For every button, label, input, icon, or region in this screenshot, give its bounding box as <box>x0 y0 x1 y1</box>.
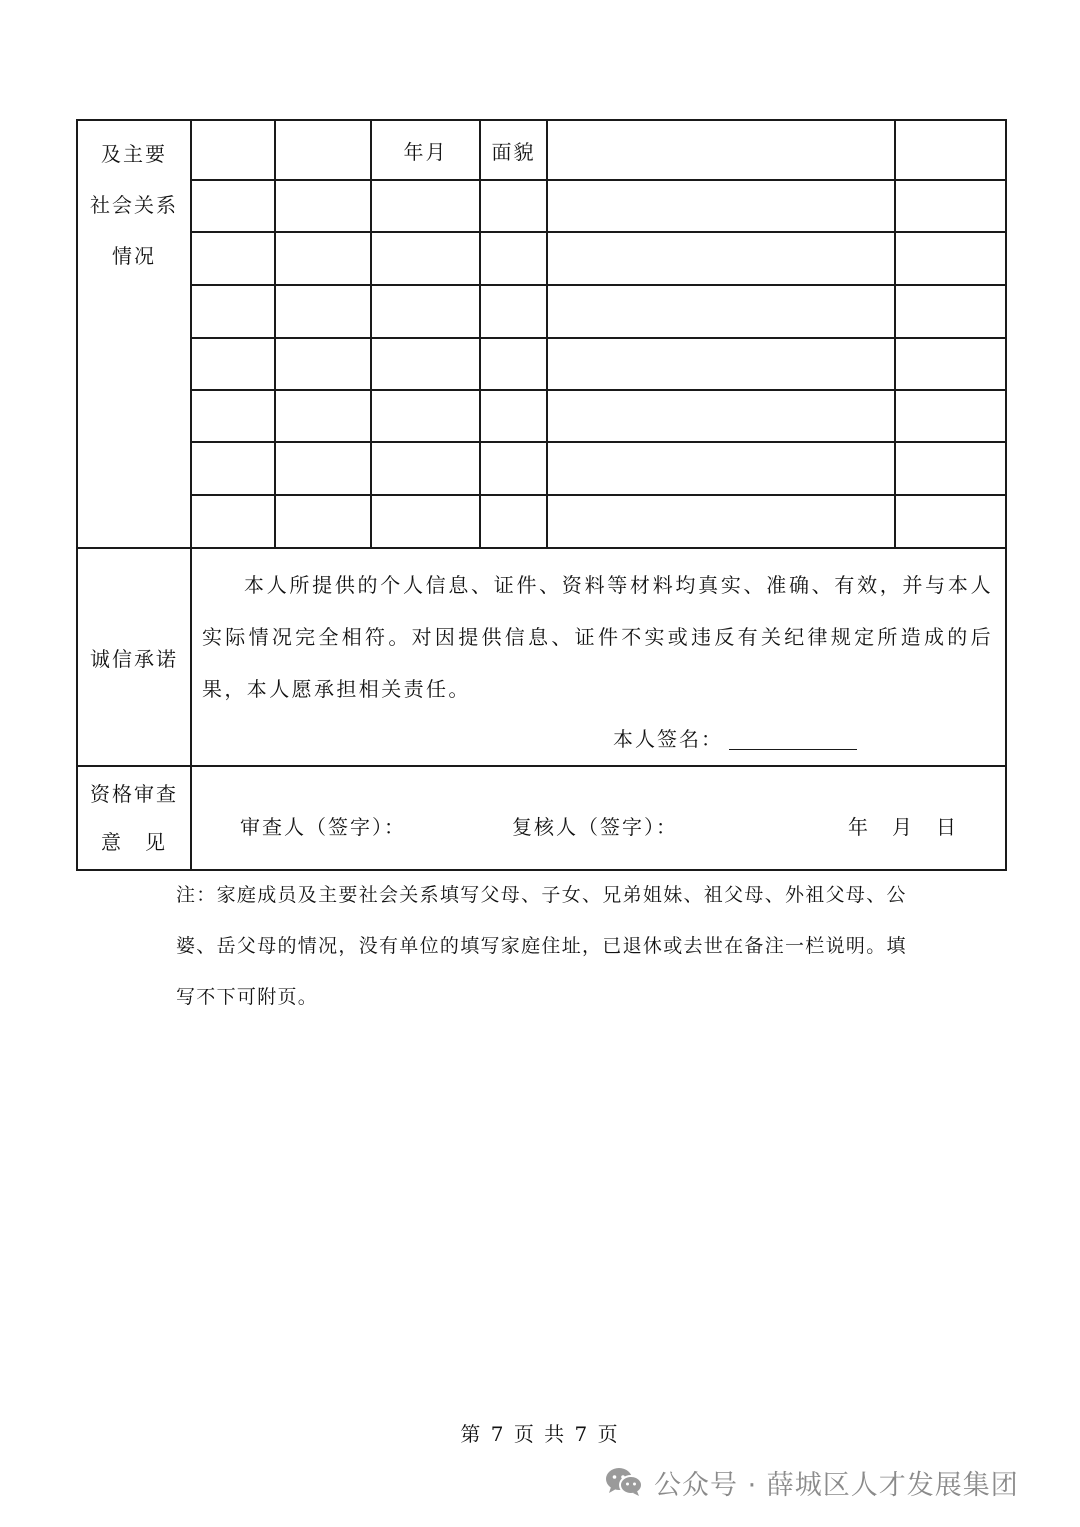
table-cell[interactable] <box>547 285 895 338</box>
table-cell[interactable] <box>895 232 1006 285</box>
table-row <box>77 495 1006 548</box>
watermark <box>604 1462 1019 1502</box>
table-cell[interactable] <box>480 442 547 495</box>
table-cell[interactable] <box>895 442 1006 495</box>
integrity-promise-label: 诚信承诺 <box>77 548 191 766</box>
table-cell[interactable] <box>895 338 1006 390</box>
label-line: 情况 <box>112 244 156 268</box>
qualification-review-row <box>77 766 1006 870</box>
table-cell[interactable] <box>275 390 371 442</box>
table-cell[interactable] <box>895 180 1006 232</box>
date-label: 年 月 日 <box>848 815 958 839</box>
table-row <box>77 232 1006 285</box>
signature-label: 本人签名： <box>613 727 723 751</box>
table-cell[interactable] <box>275 285 371 338</box>
table-cell[interactable] <box>371 442 480 495</box>
signature-line <box>202 713 993 765</box>
header-cell <box>275 120 371 180</box>
social-relations-label <box>77 120 191 548</box>
table-cell[interactable] <box>371 338 480 390</box>
header-cell-birth-month: 年月 <box>371 120 480 180</box>
table-cell[interactable] <box>480 495 547 548</box>
table-cell[interactable] <box>895 390 1006 442</box>
table-cell[interactable] <box>547 495 895 548</box>
signature-field[interactable] <box>729 729 857 750</box>
page-number: 第 7 页 共 7 页 <box>460 1422 620 1446</box>
table-cell[interactable] <box>191 285 275 338</box>
table-cell[interactable] <box>371 232 480 285</box>
watermark-text: 公众号 · 薛城区人才发展集团 <box>654 1469 1019 1501</box>
label-line: 资格审查 <box>90 782 178 806</box>
header-cell <box>547 120 895 180</box>
integrity-promise-row <box>77 548 1006 766</box>
header-cell-political-status: 面貌 <box>480 120 547 180</box>
table-cell[interactable] <box>275 232 371 285</box>
table-cell[interactable] <box>480 180 547 232</box>
table-row <box>77 338 1006 390</box>
header-cell <box>895 120 1006 180</box>
table-cell[interactable] <box>547 442 895 495</box>
header-cell <box>191 120 275 180</box>
table-cell[interactable] <box>191 495 275 548</box>
table-cell[interactable] <box>191 232 275 285</box>
footnote: 注：家庭成员及主要社会关系填写父母、子女、兄弟姐妹、祖父母、外祖父母、公婆、岳父母的情况，没有单位的填写家庭住址，已退休或去世在备注一栏说明。填写不下可附页。 <box>176 884 907 1008</box>
registration-form-table <box>76 119 1007 871</box>
table-cell[interactable] <box>191 390 275 442</box>
table-cell[interactable] <box>480 338 547 390</box>
table-row <box>77 390 1006 442</box>
table-cell[interactable] <box>191 180 275 232</box>
table-cell[interactable] <box>895 285 1006 338</box>
table-cell[interactable] <box>371 390 480 442</box>
reviewer-signature-label: 审查人（签字）： <box>240 815 406 839</box>
table-row <box>77 120 1006 180</box>
table-cell[interactable] <box>371 180 480 232</box>
table-cell[interactable] <box>480 232 547 285</box>
table-cell[interactable] <box>275 442 371 495</box>
qualification-review-label <box>77 766 191 870</box>
label-line: 及主要 <box>101 142 167 166</box>
table-cell[interactable] <box>275 338 371 390</box>
table-cell[interactable] <box>895 495 1006 548</box>
table-cell[interactable] <box>275 495 371 548</box>
table-cell[interactable] <box>275 180 371 232</box>
table-row <box>77 180 1006 232</box>
wechat-icon <box>604 1466 644 1498</box>
table-cell[interactable] <box>191 338 275 390</box>
label-line: 意 见 <box>101 830 167 854</box>
table-cell[interactable] <box>547 390 895 442</box>
table-cell[interactable] <box>547 180 895 232</box>
qualification-review-body <box>191 766 1006 870</box>
table-row <box>77 442 1006 495</box>
table-row <box>77 285 1006 338</box>
table-cell[interactable] <box>480 390 547 442</box>
label-line: 社会关系 <box>90 193 178 217</box>
table-cell[interactable] <box>191 442 275 495</box>
table-cell[interactable] <box>371 495 480 548</box>
table-cell[interactable] <box>371 285 480 338</box>
rechecker-signature-label: 复核人（签字）： <box>512 815 678 839</box>
table-cell[interactable] <box>547 338 895 390</box>
integrity-promise-text: 本人所提供的个人信息、证件、资料等材料均真实、准确、有效，并与本人实际情况完全相符。对因提供信息、证件不实或违反有关纪律规定所造成的后果，本人愿承担相关责任。 <box>202 573 993 701</box>
integrity-promise-body <box>191 548 1006 766</box>
table-cell[interactable] <box>547 232 895 285</box>
table-cell[interactable] <box>480 285 547 338</box>
